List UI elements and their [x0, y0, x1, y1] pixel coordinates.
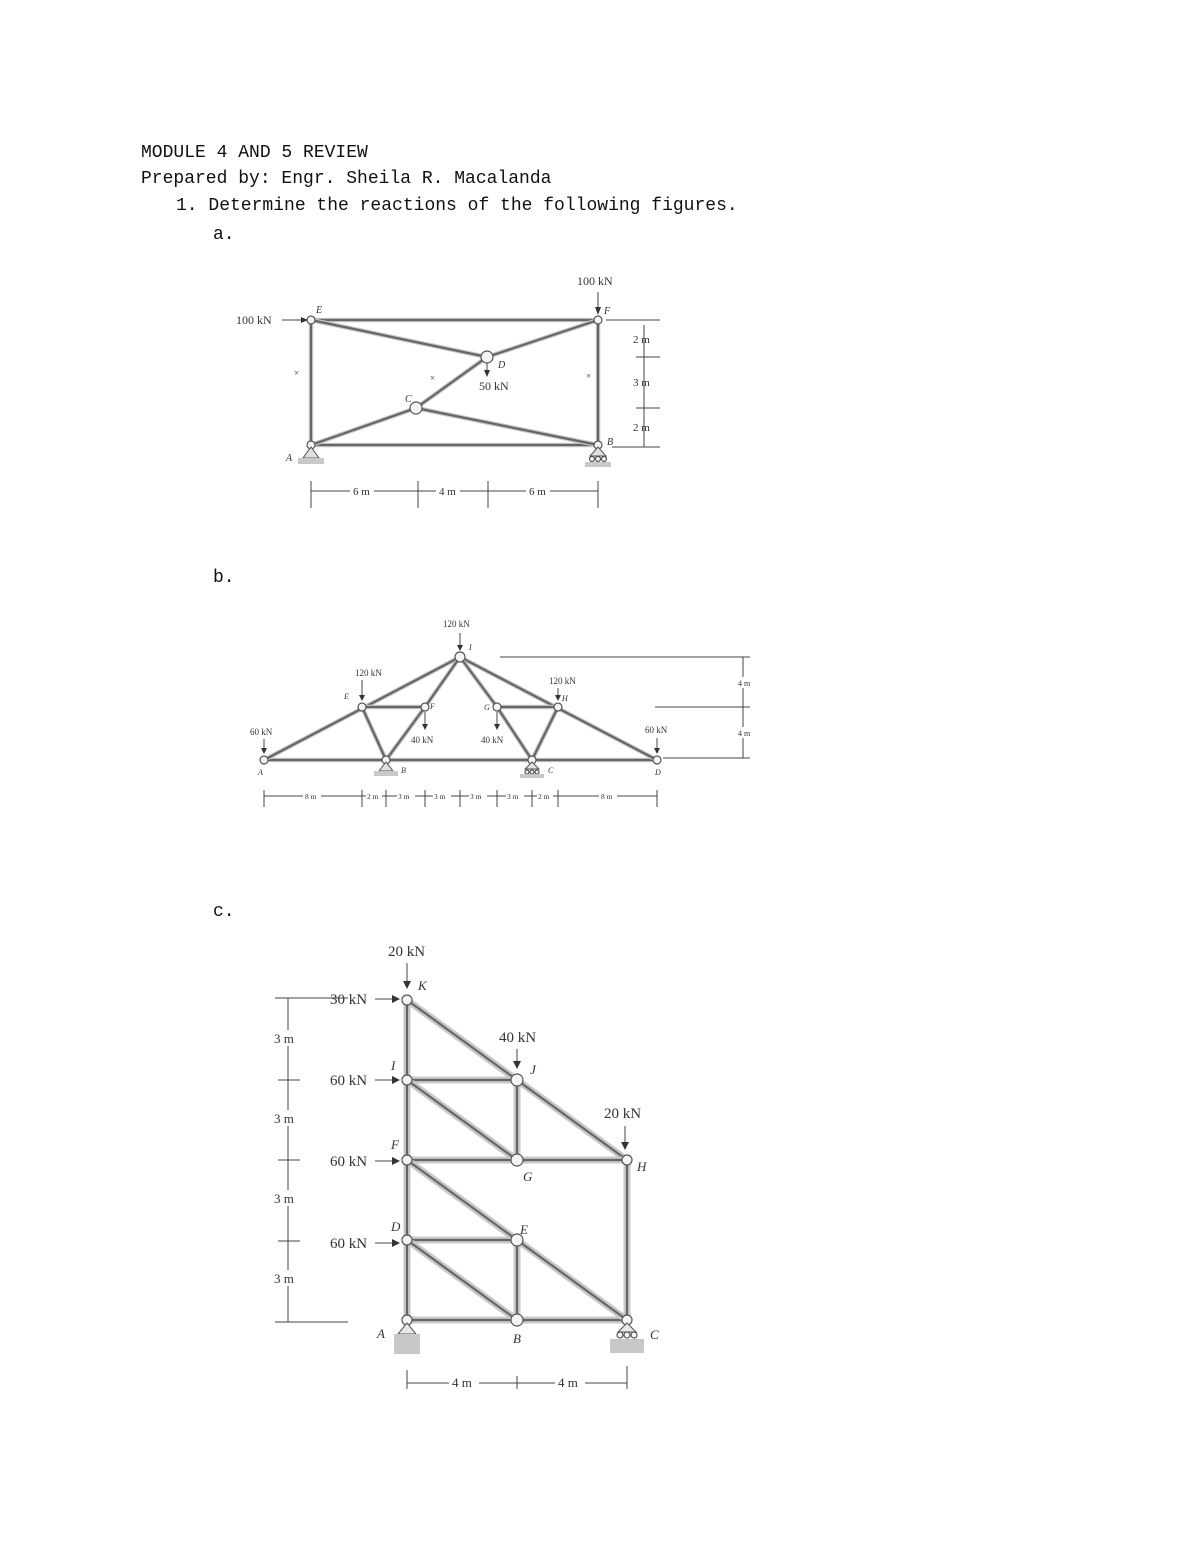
svg-text:6 m: 6 m [529, 486, 546, 498]
svg-text:120 kN: 120 kN [549, 676, 576, 686]
figure-c-joint-h-label: H [637, 1159, 647, 1174]
svg-text:40 kN: 40 kN [481, 735, 504, 745]
figure-b-joint-b-label: B [401, 766, 406, 775]
svg-text:3 m: 3 m [434, 792, 446, 801]
svg-text:50 kN: 50 kN [479, 379, 509, 393]
figure-a-joint-e-label: E [316, 305, 323, 316]
figure-c-joint-b-label: B [513, 1331, 521, 1346]
figure-c-joint-d-label: D [391, 1219, 401, 1234]
figure-b-joint-c-label: C [548, 766, 554, 775]
figure-c-load-60kn-f [330, 1154, 400, 1170]
svg-text:×: × [430, 373, 436, 383]
svg-text:120 kN: 120 kN [443, 619, 470, 629]
svg-text:30 kN: 30 kN [330, 992, 368, 1008]
svg-text:60 kN: 60 kN [250, 727, 273, 737]
svg-text:3 m: 3 m [274, 1191, 294, 1206]
svg-text:100 kN: 100 kN [236, 313, 272, 327]
svg-text:3 m: 3 m [398, 792, 410, 801]
figure-b-joint-i-label: I [469, 643, 472, 652]
svg-text:3 m: 3 m [274, 1271, 294, 1286]
figure-c-joint-a-label: A [377, 1326, 385, 1341]
figure-c-joint-g-label: G [523, 1169, 533, 1184]
figure-c-joint-k-label: K [418, 978, 427, 993]
svg-text:4 m: 4 m [558, 1375, 578, 1390]
svg-text:20 kN: 20 kN [604, 1106, 642, 1122]
figure-c-joint-f-label: F [391, 1137, 399, 1152]
figure-c-load-30kn [330, 992, 400, 1008]
figure-a-joint-d-label: D [498, 360, 506, 371]
svg-text:60 kN: 60 kN [645, 725, 668, 735]
figure-b-joint-h-label: H [562, 694, 568, 703]
figure-a-joint-a-label: A [286, 453, 293, 464]
figure-c-roller-support [610, 1323, 644, 1353]
figure-c-joint-j-label: J [530, 1062, 536, 1077]
figure-a-joint-b-label: B [607, 437, 614, 448]
svg-text:2 m: 2 m [367, 792, 379, 801]
svg-text:3 m: 3 m [274, 1111, 294, 1126]
figure-b-joint-g-label: G [484, 703, 490, 712]
svg-text:2 m: 2 m [633, 334, 650, 346]
figure-c-joint-i-label: I [391, 1058, 396, 1073]
figure-c-load-60kn-i [330, 1073, 400, 1089]
svg-text:20 kN: 20 kN [388, 944, 426, 960]
figure-c-joint-c-label: C [650, 1327, 659, 1342]
figure-a-joint-f-label: F [604, 306, 611, 317]
figure-c-horizontal-dimensions [407, 1366, 627, 1391]
svg-text:6 m: 6 m [353, 486, 370, 498]
svg-text:8 m: 8 m [305, 792, 317, 801]
svg-text:2 m: 2 m [633, 422, 650, 434]
svg-text:3 m: 3 m [274, 1031, 294, 1046]
figure-b-label: b. [213, 568, 235, 588]
author-line: Prepared by: Engr. Sheila R. Macalanda [141, 169, 552, 189]
svg-text:60 kN: 60 kN [330, 1073, 368, 1089]
svg-text:60 kN: 60 kN [330, 1236, 368, 1252]
svg-text:2 m: 2 m [538, 792, 550, 801]
figure-c-load-60kn-d [330, 1236, 400, 1252]
svg-text:60 kN: 60 kN [330, 1154, 368, 1170]
svg-text:4 m: 4 m [452, 1375, 472, 1390]
svg-text:8 m: 8 m [601, 792, 613, 801]
svg-text:×: × [586, 371, 592, 381]
figure-a-label: a. [213, 225, 235, 245]
page-title: MODULE 4 AND 5 REVIEW [141, 143, 368, 163]
figure-b-joint-e-label: E [344, 692, 349, 701]
figure-c-joint-e-label: E [520, 1222, 528, 1237]
svg-text:40 kN: 40 kN [411, 735, 434, 745]
question-text: 1. Determine the reactions of the following figures. [176, 196, 738, 216]
figure-a-joint-c-label: C [405, 394, 412, 405]
svg-text:4 m: 4 m [439, 486, 456, 498]
svg-text:3 m: 3 m [470, 792, 482, 801]
svg-text:×: × [294, 368, 300, 378]
figure-b-joint-a-label: A [258, 768, 263, 777]
figure-c-label: c. [213, 902, 235, 922]
svg-text:100 kN: 100 kN [577, 274, 613, 288]
figure-c-pin-support [394, 1323, 420, 1354]
svg-text:3 m: 3 m [507, 792, 519, 801]
svg-text:4 m: 4 m [738, 729, 751, 738]
svg-text:40 kN: 40 kN [499, 1030, 537, 1046]
svg-text:120 kN: 120 kN [355, 668, 382, 678]
figure-b-joint-d-label: D [655, 768, 661, 777]
figure-b-joint-f-label: F [430, 702, 435, 711]
svg-text:4 m: 4 m [738, 679, 751, 688]
svg-text:3 m: 3 m [633, 377, 650, 389]
